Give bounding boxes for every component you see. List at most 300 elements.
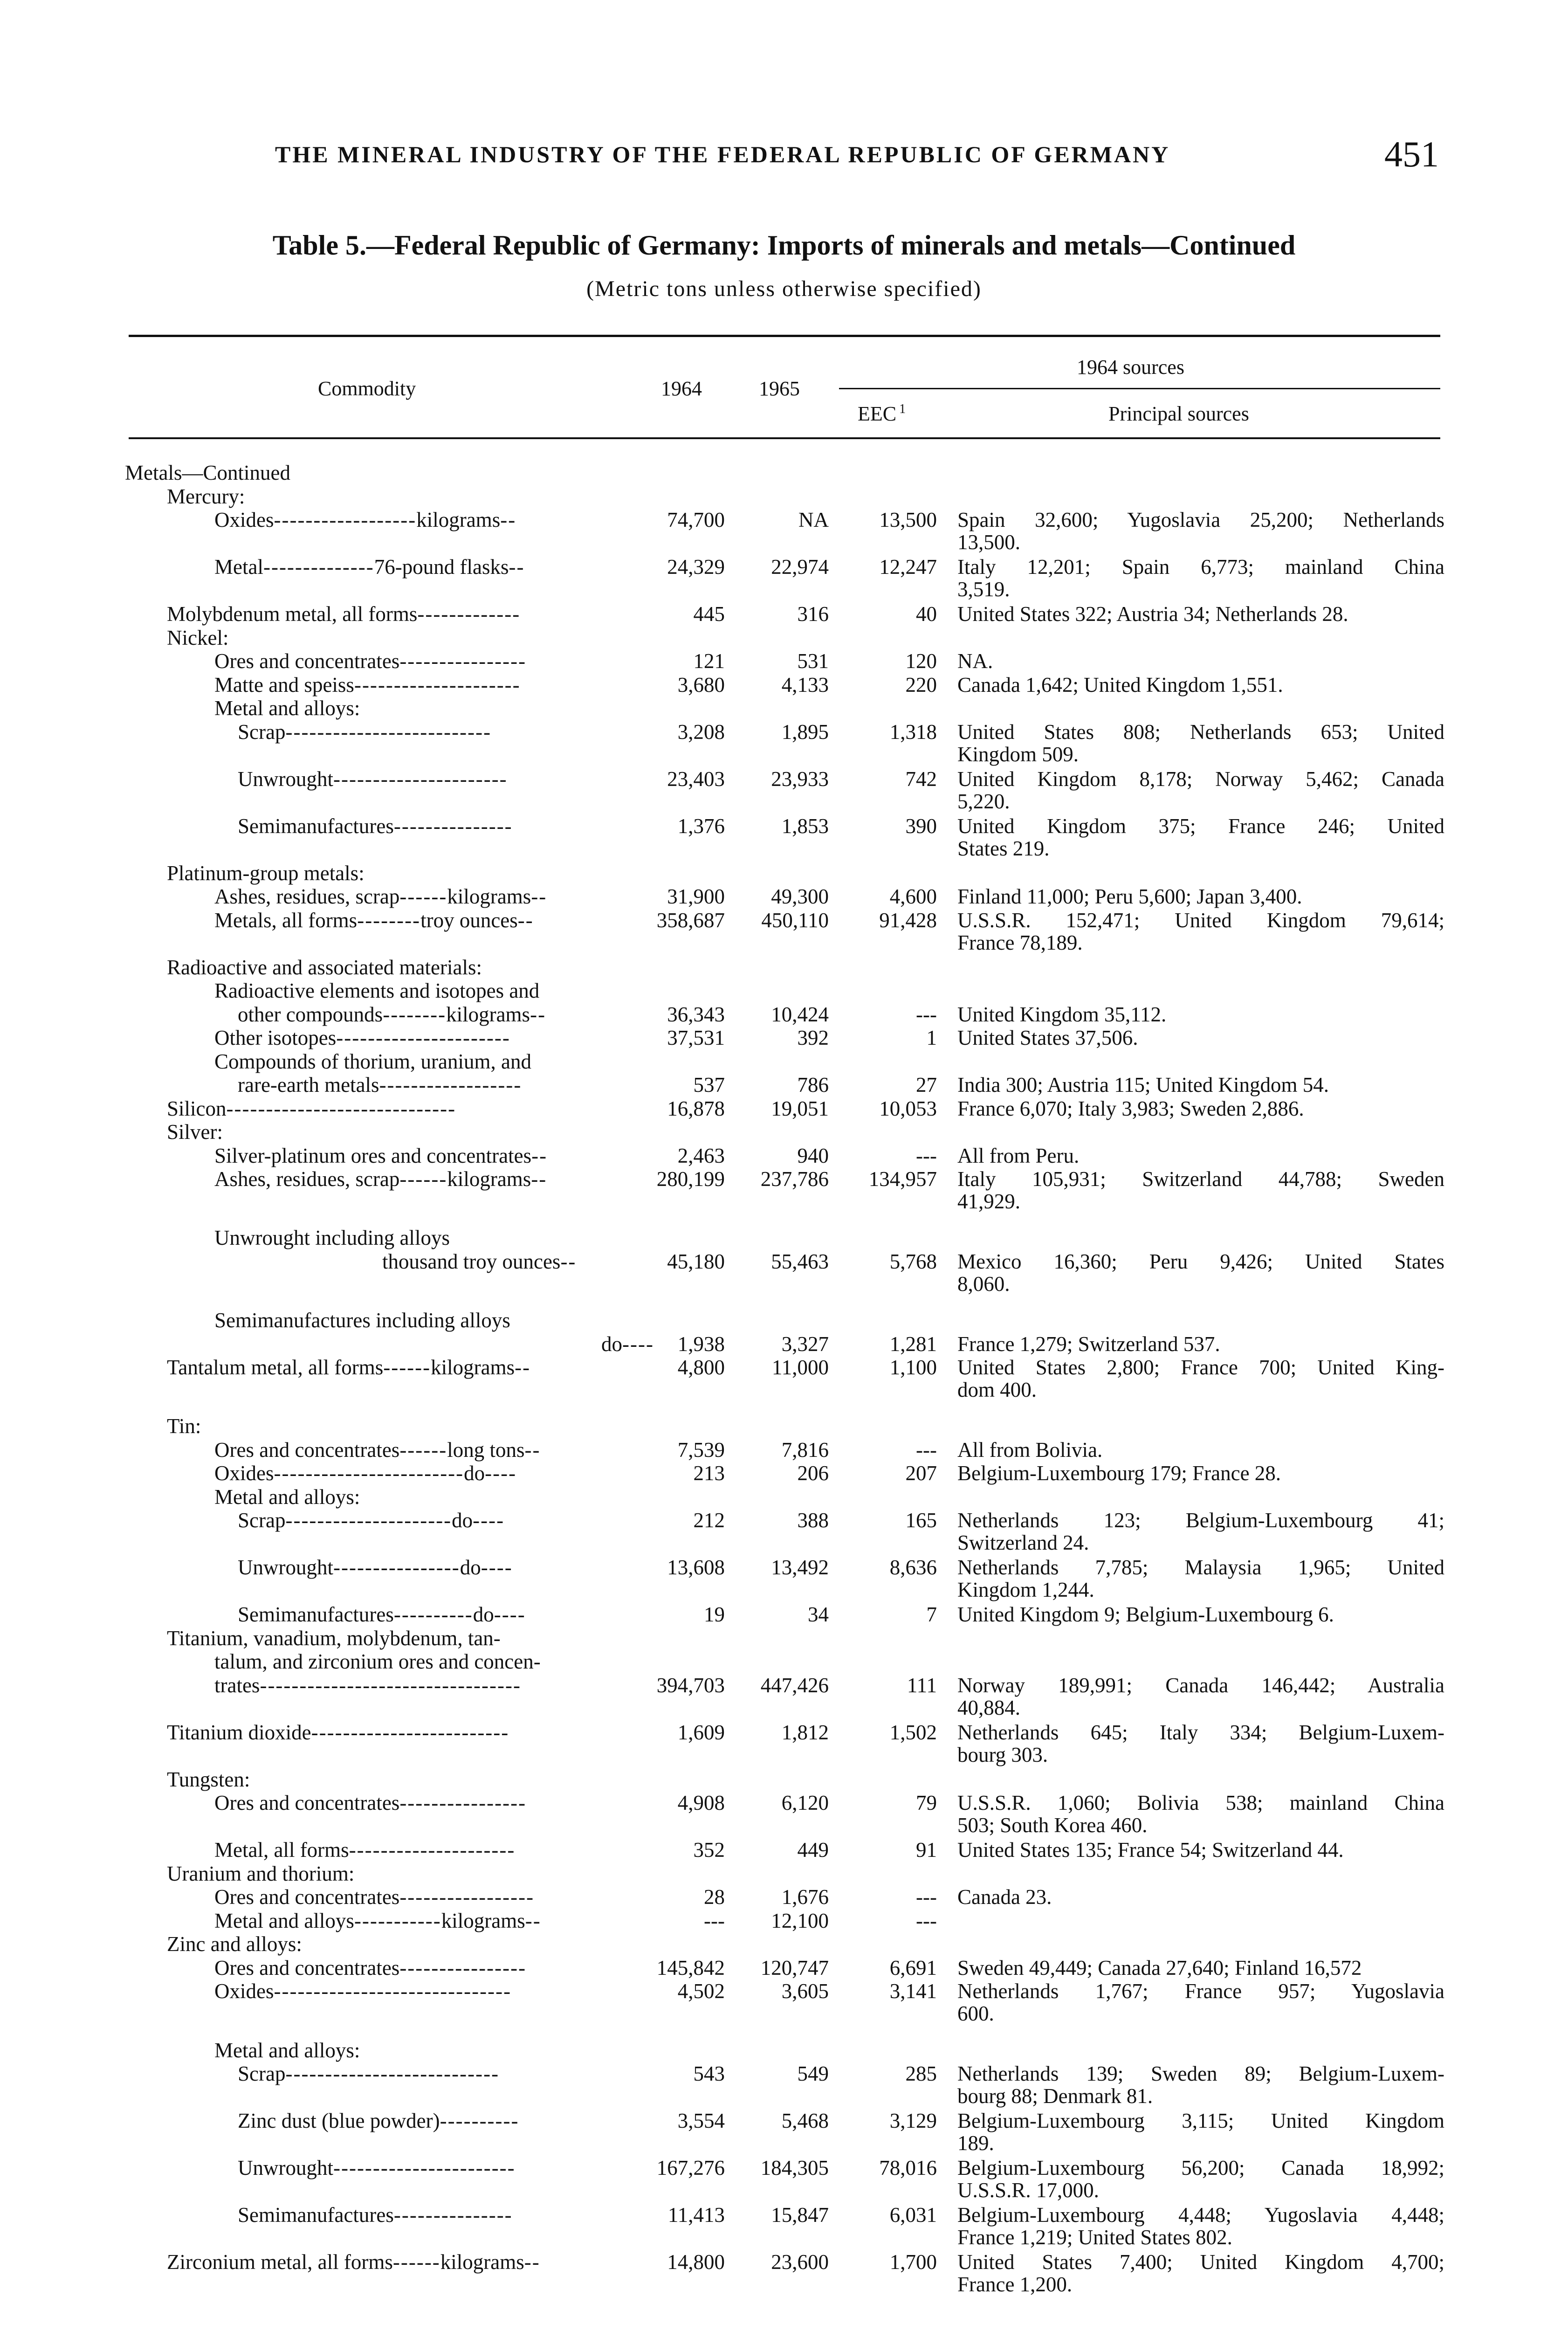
leader-dots: -- [530,1002,546,1026]
source-line: 41,929. [957,1190,1020,1213]
value-eec: 40 [916,602,937,626]
leader-dots: ---- [473,1509,505,1532]
commodity-label: Scrap [238,2062,286,2085]
value-1965: 1,895 [781,720,829,744]
commodity-label: Silver: [167,1120,223,1144]
source-line: France 6,070; Italy 3,983; Sweden 2,886. [957,1097,1304,1120]
value-1964: 352 [693,1838,725,1862]
value-1964: 16,878 [667,1097,725,1120]
commodity-label: other compounds [238,1002,383,1026]
commodity-cell [167,1933,302,1955]
value-1964: 3,554 [677,2109,725,2132]
value-1965: 237,786 [760,1167,829,1191]
source-line: Netherlands 123; Belgium-Luxembourg 41; [957,1509,1444,1532]
principal-sources [957,556,1444,600]
unit-label: 76-pound flasks [374,555,509,579]
leader-dots: -------------- [263,555,374,579]
principal-sources [957,2110,1444,2154]
commodity-cell [214,1980,511,2002]
commodity-label: Unwrought [238,767,333,791]
leader-dots: ---------------- [399,1956,527,1979]
commodity-label: Oxides [214,1979,274,2003]
commodity-label: Metals, all forms [214,908,358,932]
leader-dots: -- [500,508,516,531]
value-1964: 212 [693,1509,725,1532]
principal-sources [957,1333,1444,1355]
value-eec: --- [916,1002,937,1026]
commodity-label: Tantalum metal, all forms [167,1356,384,1379]
commodity-label: Semimanufactures [238,814,394,838]
commodity-cell [167,862,364,884]
source-line: United States 322; Austria 34; Netherlands 28. [957,602,1348,626]
leader-dots: -- [531,1144,548,1167]
value-1964: 4,800 [677,1356,725,1379]
leader-dots: -- [531,885,547,908]
value-eec: 8,636 [889,1556,937,1579]
commodity-label: Semimanufactures [238,1603,394,1627]
commodity-cell [238,2110,519,2132]
page-number: 451 [1384,134,1439,174]
commodity-label: Silicon [167,1097,227,1120]
value-1965: 206 [797,1462,829,1485]
value-1965: 10,424 [771,1002,829,1026]
leader-dots: ---------------------- [333,767,508,791]
value-eec: 742 [905,767,937,791]
value-1964: 2,463 [677,1144,725,1167]
value-eec: 6,031 [889,2203,937,2227]
value-1964: 537 [693,1073,725,1097]
value-1964: 543 [693,2062,725,2085]
source-line: United States 808; Netherlands 653; United [957,720,1444,744]
source-line: France 1,200. [957,2273,1073,2296]
value-eec: 6,691 [889,1956,937,1979]
value-1964: 445 [693,602,725,626]
value-1965: 49,300 [771,885,829,908]
source-line: Belgium-Luxembourg 4,448; Yugoslavia 4,448; [957,2203,1444,2227]
header-sources-rule [839,388,1440,389]
source-line: Italy 105,931; Switzerland 44,788; Sweden [957,1167,1444,1191]
value-1965: 3,327 [781,1332,829,1356]
commodity-label: Semimanufactures [238,2203,394,2227]
leader-dots: --------------------------- [285,2062,500,2085]
value-eec: 1,100 [889,1356,937,1379]
leader-dots: ------ [383,1356,431,1379]
commodity-cell [214,1910,541,1932]
value-1964: 358,687 [656,908,725,932]
value-1964: --- [704,1909,725,1932]
leader-dots: ---------- [440,2109,519,2132]
value-1965: 13,492 [771,1556,829,1579]
commodity-cell [214,1462,516,1484]
header-1965: 1965 [759,377,800,400]
leader-dots: ---------------- [333,1556,460,1579]
unit-label: kilograms [447,885,531,908]
commodity-cell [238,2157,516,2179]
principal-sources [957,815,1444,860]
leader-dots: ------------------------------ [274,1979,512,2003]
value-eec: --- [916,1144,937,1167]
commodity-cell [238,2062,499,2085]
principal-sources [957,1509,1444,1554]
principal-sources [957,768,1444,813]
value-1964: 3,208 [677,720,725,744]
value-1965: 184,305 [760,2156,829,2179]
principal-sources [957,674,1444,696]
value-1964: 121 [693,649,725,673]
commodity-label: Ashes, residues, scrap [214,1167,400,1191]
commodity-label: Semimanufactures including alloys [214,1309,510,1332]
principal-sources [957,1792,1444,1836]
source-line: U.S.S.R. 152,471; United Kingdom 79,614; [957,908,1444,932]
source-line: U.S.S.R. 17,000. [957,2179,1099,2202]
commodity-cell [214,1886,534,1908]
unit-label: kilograms [440,2250,524,2274]
commodity-cell [167,956,482,979]
value-1965: 940 [797,1144,829,1167]
value-1965: 12,100 [771,1909,829,1932]
commodity-cell [238,1074,522,1096]
source-line: Netherlands 645; Italy 334; Belgium-Luxem- [957,1720,1444,1744]
value-1965: 5,468 [781,2109,829,2132]
commodity-label: Metals—Continued [125,461,290,484]
header-commodity: Commodity [318,377,416,400]
table-title: Table 5.—Federal Republic of Germany: Imports of minerals and metals—Continued [272,230,1296,261]
principal-sources [957,1556,1444,1601]
principal-sources [957,603,1444,625]
source-line: All from Peru. [957,1144,1080,1167]
value-eec: 390 [905,814,937,838]
unit-label: kilograms [416,508,501,531]
source-line: 5,220. [957,789,1010,813]
principal-sources [957,1603,1444,1626]
value-eec: 3,129 [889,2109,937,2132]
value-1965: 531 [797,649,829,673]
value-eec: 4,600 [889,885,937,908]
unit-label: kilograms [441,1909,525,1932]
principal-sources [957,1462,1444,1484]
leader-dots: -- [560,1249,577,1273]
commodity-cell [214,1486,360,1508]
value-1964: 167,276 [656,2156,725,2179]
commodity-label: Radioactive and associated materials: [167,955,482,979]
value-1964: 14,800 [667,2250,725,2274]
commodity-cell [214,1792,526,1814]
leader-dots: -- [515,1356,531,1379]
source-line: United Kingdom 9; Belgium-Luxembourg 6. [957,1603,1334,1627]
commodity-label: Scrap [238,1509,286,1532]
commodity-cell [214,1439,541,1461]
value-1964: 37,531 [667,1026,725,1049]
source-line: United Kingdom 35,112. [957,1002,1167,1026]
value-1964: 24,329 [667,555,725,579]
source-line: India 300; Austria 115; United Kingdom 54. [957,1073,1329,1097]
commodity-cell [167,1768,250,1791]
leader-dots: -- [517,908,534,932]
table-subtitle: (Metric tons unless otherwise specified) [586,276,982,301]
value-eec: 12,247 [879,555,937,579]
source-line: 503; South Korea 460. [957,1814,1148,1837]
principal-sources [957,1027,1444,1049]
principal-sources [957,1250,1444,1295]
value-1964: 1,609 [677,1720,725,1744]
value-1964: 19 [704,1603,725,1627]
leader-dots: ---------- [393,1603,473,1627]
leader-dots: ---------------- [399,649,527,673]
commodity-label: Zinc dust (blue powder) [238,2109,440,2132]
leader-dots: --------------------- [354,673,521,697]
value-eec: 1,700 [889,2250,937,2274]
value-1965: 786 [797,1073,829,1097]
unit-label: kilograms [447,1167,531,1191]
value-1965: 449 [797,1838,829,1862]
source-line: Canada 1,642; United Kingdom 1,551. [957,673,1283,697]
value-1964: 280,199 [656,1167,725,1191]
value-1965: 447,426 [760,1673,829,1697]
header-1964: 1964 [661,377,702,400]
leader-dots: -------- [357,908,421,932]
value-eec: --- [916,1438,937,1462]
commodity-cell [167,1121,223,1143]
commodity-label: Unwrought including alloys [214,1226,450,1250]
source-line: 40,884. [957,1696,1020,1719]
leader-dots: -- [531,1167,547,1191]
principal-sources [957,1839,1444,1861]
commodity-label: Titanium dioxide [167,1720,311,1744]
source-line: bourg 88; Denmark 81. [957,2084,1153,2108]
commodity-cell [214,1650,541,1673]
source-line: Belgium-Luxembourg 56,200; Canada 18,992; [957,2156,1444,2179]
value-eec: 5,768 [889,1249,937,1273]
leader-dots: ----------------------------- [226,1097,456,1120]
commodity-label: trates [214,1673,260,1697]
table-header-rule [129,437,1440,439]
commodity-label: Unwrought [238,2156,333,2179]
value-1965: 23,933 [771,767,829,791]
principal-sources [957,909,1444,954]
table-top-rule [129,335,1440,337]
value-1965: 1,676 [781,1885,829,1909]
unit-label: do [473,1603,494,1627]
principal-sources [957,1145,1444,1167]
leader-dots: ----------------- [399,1885,535,1909]
leader-dots: --------------------------------- [260,1673,521,1697]
value-eec: --- [916,1885,937,1909]
leader-dots: ---- [622,1332,654,1356]
unit-label: troy ounces [420,908,518,932]
source-line: NA. [957,649,993,673]
commodity-label: Metal [214,555,263,579]
leader-dots: ------ [399,885,447,908]
commodity-label: Ashes, residues, scrap [214,885,400,908]
leader-dots: -------- [383,1002,447,1026]
value-eec: 1,281 [889,1332,937,1356]
source-line: bourg 303. [957,1743,1048,1766]
principal-sources [957,1980,1444,2025]
commodity-label: Zirconium metal, all forms [167,2250,393,2274]
value-1965: NA [798,508,829,531]
value-1965: 6,120 [781,1791,829,1815]
commodity-label: Tungsten: [167,1767,250,1791]
source-line: United States 135; France 54; Switzerland 44. [957,1838,1344,1862]
source-line: States 219. [957,836,1050,860]
value-1964: 13,608 [667,1556,725,1579]
value-eec: 1 [926,1026,937,1049]
leader-dots: -- [525,1909,541,1932]
value-1965: 23,600 [771,2250,829,2274]
leader-dots: ------------------ [274,508,417,531]
value-eec: 78,016 [879,2156,937,2179]
principal-sources [957,2062,1444,2107]
commodity-cell [238,768,508,790]
value-1964: 28 [704,1885,725,1909]
commodity-cell [214,979,539,1002]
source-line: 13,500. [957,531,1020,554]
source-line: Netherlands 1,767; France 957; Yugoslavia [957,1979,1444,2003]
value-1965: 19,051 [771,1097,829,1120]
commodity-label: Silver-platinum ores and concentrates [214,1144,532,1167]
commodity-cell [214,1674,521,1697]
commodity-label: Metal and alloys: [214,2038,360,2062]
commodity-cell [214,1227,450,1249]
source-line: United States 2,800; France 700; United King- [957,1356,1444,1379]
unit-label: do [464,1462,485,1485]
source-line: United Kingdom 375; France 246; United [957,814,1444,838]
value-1965: 1,812 [781,1720,829,1744]
leader-dots: --------------------- [285,1509,452,1532]
value-eec: 165 [905,1509,937,1532]
commodity-label: Metal and alloys: [214,1485,360,1509]
source-line: France 78,189. [957,931,1083,954]
value-1965: 450,110 [761,908,829,932]
value-eec: 207 [905,1462,937,1485]
value-1964: 3,680 [677,673,725,697]
principal-sources [957,1003,1444,1026]
leader-dots: ------------- [417,602,521,626]
commodity-cell [125,462,290,484]
commodity-cell [238,815,513,837]
value-1964: 11,413 [667,2203,725,2227]
value-1965: 392 [797,1026,829,1049]
commodity-label: Compounds of thorium, uranium, and [214,1049,531,1073]
source-line: Finland 11,000; Peru 5,600; Japan 3,400. [957,885,1302,908]
value-1965: 7,816 [781,1438,829,1462]
principal-sources [957,1674,1444,1719]
header-1964-sources: 1964 sources [1077,356,1184,379]
value-eec: 120 [905,649,937,673]
source-line: Kingdom 509. [957,742,1079,766]
leader-dots: ----------- [354,1909,441,1932]
source-line: 8,060. [957,1272,1010,1296]
leader-dots: ------------------------ [274,1462,464,1485]
value-1964: 23,403 [667,767,725,791]
source-line: United States 7,400; United Kingdom 4,700; [957,2250,1444,2274]
source-line: United States 37,506. [957,1026,1138,1049]
header-eec-label: EEC [858,402,897,425]
principal-sources [957,1097,1444,1120]
leader-dots: ------ [399,1167,447,1191]
commodity-cell [167,1721,509,1744]
commodity-cell [214,1957,526,1979]
commodity-label: Ores and concentrates [214,1438,400,1462]
source-line: Belgium-Luxembourg 179; France 28. [957,1462,1281,1485]
value-1964: 74,700 [667,508,725,531]
commodity-label: Metal and alloys: [214,697,360,720]
commodity-cell [214,1050,531,1073]
commodity-cell [214,1309,510,1331]
unit-label: long tons [447,1438,525,1462]
commodity-cell [214,1027,510,1049]
source-line: Netherlands 7,785; Malaysia 1,965; United [957,1556,1444,1579]
commodity-label: Tin: [167,1414,201,1438]
leader-dots: --------------------- [349,1838,516,1862]
principal-sources [957,1356,1444,1401]
commodity-cell [167,603,520,625]
running-head: THE MINERAL INDUSTRY OF THE FEDERAL REPUBLIC OF GERMANY [275,141,1170,167]
commodity-label: Titanium, vanadium, molybdenum, tan- [167,1626,501,1650]
value-1964: 4,908 [677,1791,725,1815]
value-1964: 394,703 [656,1673,725,1697]
commodity-cell [238,721,491,743]
value-1964: 145,842 [656,1956,725,1979]
source-line: 189. [957,2131,994,2155]
commodity-cell [238,1509,504,1531]
value-1964: 31,900 [667,885,725,908]
leader-dots: ---- [494,1603,526,1627]
source-line: United Kingdom 8,178; Norway 5,462; Canada [957,767,1444,791]
principal-sources [957,650,1444,672]
leader-dots: --------------- [393,814,513,838]
value-1965: 22,974 [771,555,829,579]
value-eec: 1,318 [889,720,937,744]
principal-sources [957,721,1444,766]
commodity-cell [382,1250,576,1273]
commodity-cell [167,1627,501,1649]
commodity-label: Nickel: [167,626,229,649]
value-1965: 55,463 [771,1249,829,1273]
leader-dots: ----------------------- [333,2156,516,2179]
commodity-label: Ores and concentrates [214,1956,400,1979]
value-1965: 4,133 [781,673,829,697]
value-1965: 549 [797,2062,829,2085]
leader-dots: ------------------ [379,1073,522,1097]
source-line: Norway 189,991; Canada 146,442; Australia [957,1673,1444,1697]
commodity-cell [167,2251,540,2273]
commodity-label: Oxides [214,508,274,531]
value-1964: 36,343 [667,1002,725,1026]
value-1965: 120,747 [760,1956,829,1979]
commodity-label: Zinc and alloys: [167,1932,302,1956]
value-1964: 4,502 [677,1979,725,2003]
commodity-cell [167,485,245,508]
commodity-label: rare-earth metals [238,1073,379,1097]
leader-dots: -- [524,2250,540,2274]
source-line: Sweden 49,449; Canada 27,640; Finland 16,572 [957,1956,1362,1979]
unit-label: kilograms [446,1002,530,1026]
commodity-cell [214,697,360,719]
commodity-label: Oxides [214,1462,274,1485]
commodity-label: Matte and speiss [214,673,354,697]
commodity-label: Platinum-group metals: [167,861,364,885]
commodity-label: Metal, all forms [214,1838,349,1862]
source-line: Switzerland 24. [957,1531,1089,1555]
principal-sources [957,1074,1444,1096]
source-line: All from Bolivia. [957,1438,1103,1462]
source-line: Canada 23. [957,1885,1052,1909]
unit-label: do [460,1556,481,1579]
principal-sources [957,509,1444,553]
source-line: dom 400. [957,1378,1037,1401]
commodity-label: Ores and concentrates [214,649,400,673]
